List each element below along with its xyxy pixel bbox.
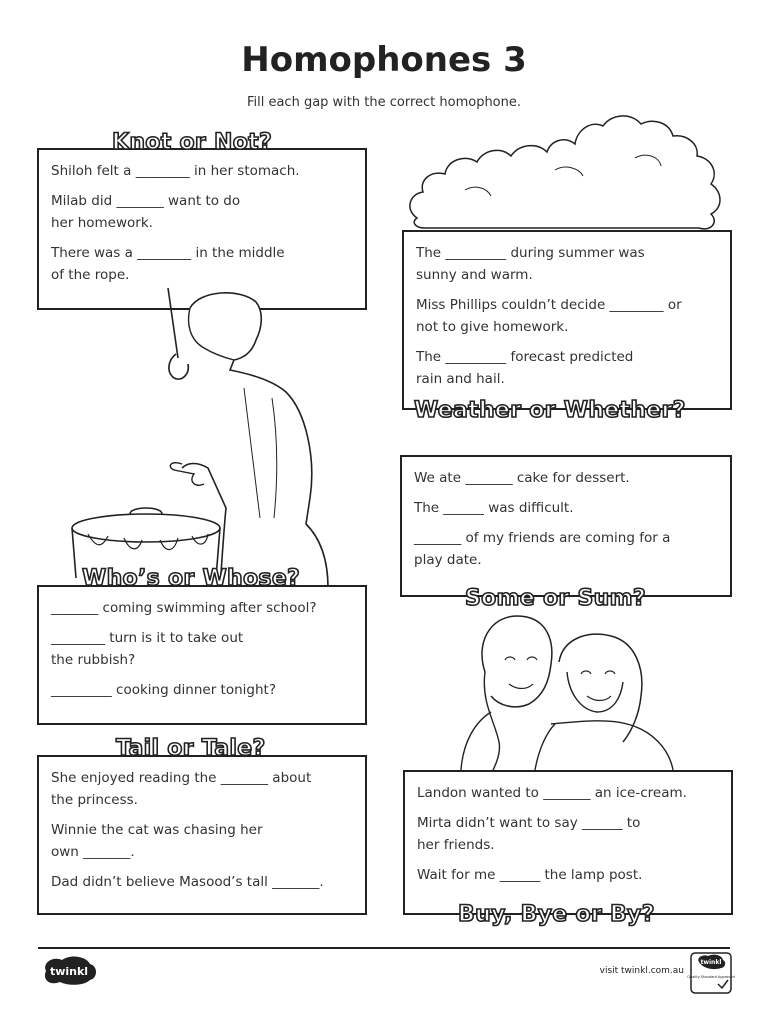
footer-divider <box>38 947 730 949</box>
buy-bye-by-heading: Buy, Bye or By? <box>458 902 655 927</box>
sentence-line: Miss Phillips couldn’t decide ________ or not to give homework. <box>416 297 682 335</box>
whos-or-whose-box <box>37 585 367 725</box>
some-or-sum-box <box>400 455 732 597</box>
badge-caption-text: Quality Standard Approved <box>687 975 735 979</box>
sentence-line: The _________ forecast predicted rain and hail. <box>416 349 634 387</box>
sentence-line: The ______ was difficult. <box>414 500 574 516</box>
instruction-text: Fill each gap with the correct homophone. <box>246 95 522 110</box>
tail-or-tale-heading: Tail or Tale? <box>116 736 266 761</box>
badge-brand-text: twinkl <box>700 959 722 966</box>
sentence-line: Dad didn’t believe Masood’s tall _______. <box>51 874 324 890</box>
sentence-line: _______ coming swimming after school? <box>51 600 317 616</box>
weather-or-whether-heading: Weather or Whether? <box>414 398 686 423</box>
sentence-line: ________ turn is it to take out the rubbish? <box>51 630 244 668</box>
twinkl-logo <box>40 956 98 986</box>
tail-or-tale-box <box>37 755 367 915</box>
sentence-line: Winnie the cat was chasing her own _______. <box>51 822 263 860</box>
knot-or-not-heading: Knot or Not? <box>112 130 273 155</box>
visit-link[interactable]: visit twinkl.com.au <box>599 966 684 976</box>
sentence-line: She enjoyed reading the _______ about the princess. <box>51 770 312 808</box>
buy-bye-by-box <box>403 770 733 915</box>
sentence-line: _______ of my friends are coming for a play date. <box>414 530 671 568</box>
sentence-line: Milab did _______ want to do her homework. <box>51 193 241 231</box>
sentence-line: We ate _______ cake for dessert. <box>414 470 630 486</box>
sentence-line: Mirta didn’t want to say ______ to her friends. <box>417 815 641 853</box>
sentence-line: Shiloh felt a ________ in her stomach. <box>51 163 300 179</box>
page-title: Homophones 3 <box>241 40 527 80</box>
knot-or-not-box <box>37 148 367 310</box>
sentence-line: Landon wanted to _______ an ice-cream. <box>417 785 687 801</box>
sentence-line: There was a ________ in the middle of the rope. <box>51 245 285 283</box>
sentence-line: _________ cooking dinner tonight? <box>51 682 276 698</box>
twinkl-logo-text: twinkl <box>49 965 89 978</box>
sentence-line: The _________ during summer was sunny and warm. <box>416 245 645 283</box>
weather-or-whether-box <box>402 230 732 410</box>
sentence-line: Wait for me ______ the lamp post. <box>417 867 643 883</box>
cloud-illustration <box>405 110 730 235</box>
whos-or-whose-heading: Who’s or Whose? <box>82 566 301 591</box>
some-or-sum-heading: Some or Sum? <box>465 586 646 611</box>
quality-badge-icon <box>687 952 735 994</box>
children-illustration <box>455 612 680 770</box>
